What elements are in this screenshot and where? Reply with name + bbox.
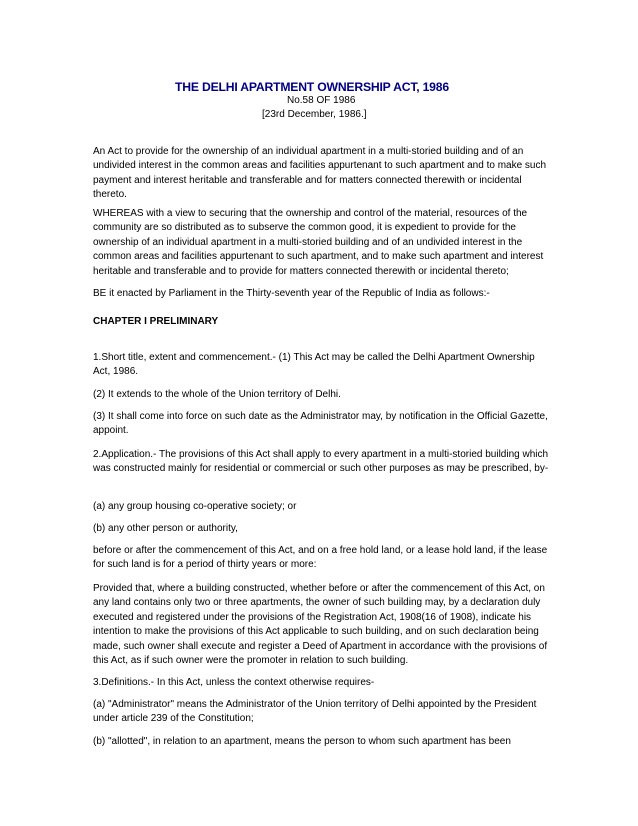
section-1-1: 1.Short title, extent and commencement.- (1) This Act may be called the Delhi Apartment Ownership Act, 1986.	[93, 352, 535, 378]
act-number: No.58 OF 1986	[287, 95, 356, 106]
section-2-b: (b) any other person or authority,	[93, 523, 238, 534]
chapter-heading: CHAPTER I PRELIMINARY	[93, 316, 219, 327]
section-2-a: (a) any group housing co-operative society; or	[93, 501, 297, 512]
section-1-2: (2) It extends to the whole of the Union territory of Delhi.	[93, 389, 341, 400]
section-1-3: (3) It shall come into force on such date as the Administrator may, by notification in the Official Gazette, appoint.	[93, 411, 548, 437]
section-2-tail: before or after the commencement of this Act, and on a free hold land, or a lease hold land, if the lease for such land is for a period of thirty years or more:	[93, 545, 548, 571]
section-2: 2.Application.- The provisions of this Act shall apply to every apartment in a multi-storied building which was constructed mainly for residential or commercial or such other purposes as may be prescribed, by-	[93, 449, 549, 475]
paragraph-enacted: BE it enacted by Parliament in the Thirty-seventh year of the Republic of India as follows:-	[93, 288, 490, 299]
document-title: THE DELHI APARTMENT OWNERSHIP ACT, 1986	[175, 80, 449, 94]
section-3-b: (b) "allotted", in relation to an apartment, means the person to whom such apartment has been	[93, 736, 511, 747]
section-3: 3.Definitions.- In this Act, unless the context otherwise requires-	[93, 677, 375, 688]
paragraph-whereas: WHEREAS with a view to securing that the ownership and control of the material, resources of the community are so distributed as to subserve the common good, it is expedient to provide for the ownership of an individual apartment in a multi-storied building and of an undivided interest in the common areas and facilities appurtenant to such apartment, and to make such apartment and interest heritable and transferable and to provide for matters connected therewith or incidental thereto;	[93, 208, 544, 277]
act-date: [23rd December, 1986.]	[262, 109, 367, 120]
section-2-proviso: Provided that, where a building constructed, whether before or after the commencement of this Act, on any land contains only two or three apartments, the owner of such building may, by a declaration duly executed and registered under the provisions of the Registration Act, 1908(16 of 1908), indicate his intention to make the provisions of this Act applicable to such building, and on such declaration being made, such owner shall execute and register a Deed of Apartment in accordance with the provisions of this Act, as if such owner were the promoter in relation to such building.	[93, 583, 548, 667]
section-3-a: (a) "Administrator" means the Administrator of the Union territory of Delhi appointed by the President under article 239 of the Constitution;	[93, 699, 537, 725]
paragraph-preamble: An Act to provide for the ownership of an individual apartment in a multi-storied building and of an undivided interest in the common areas and facilities appurtenant to such apartment and to make such payment and interest heritable and transferable and for matters connected therewith or incidental thereto.	[93, 146, 547, 201]
